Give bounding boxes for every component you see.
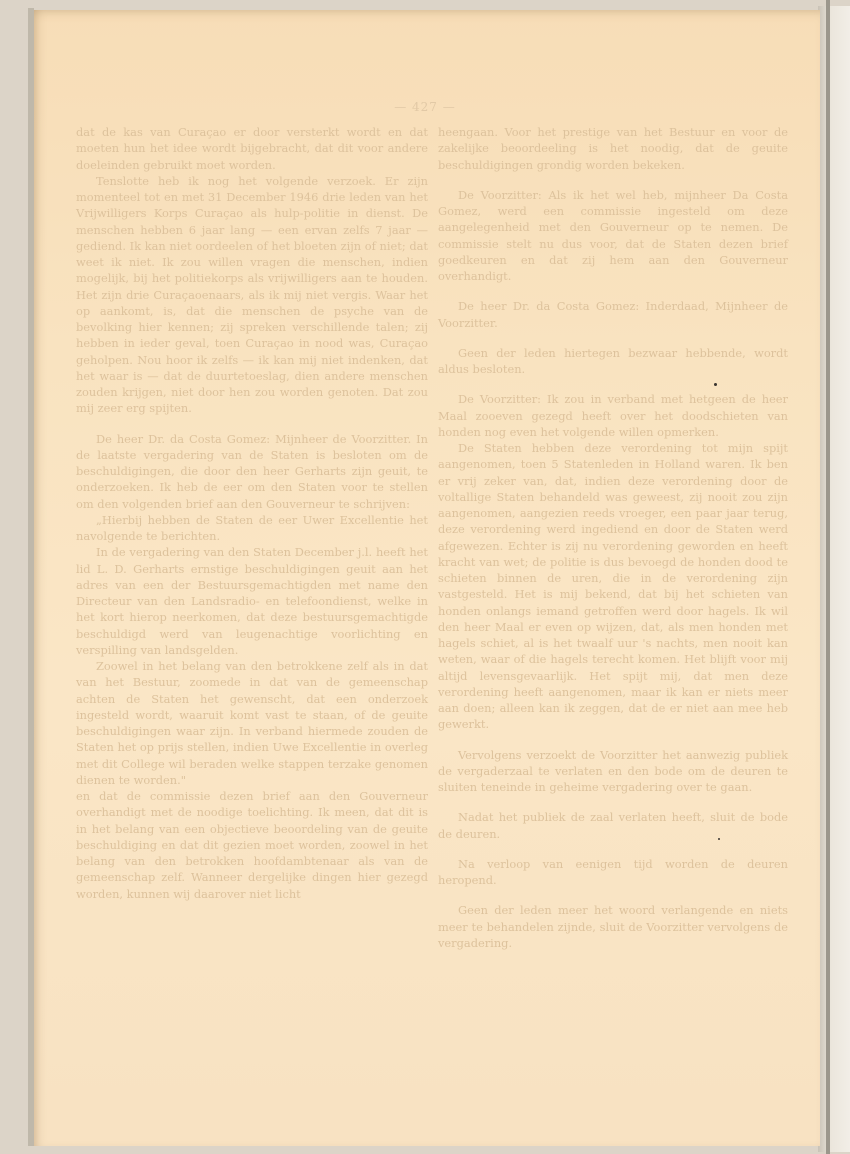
right-column-paragraph: heengaan. Voor het prestige van het Bestuur en voor de zakelijke beoordeeling is het noodig, dat de geuite beschuldigingen grondig worden bekeken. bbox=[438, 125, 788, 172]
back-sheet-edge bbox=[826, 0, 830, 1154]
left-column-paragraph: „Hierbij hebben de Staten de eer Uwer Excellentie het navolgende te berichten. bbox=[76, 512, 428, 543]
left-column-paragraph: In de vergadering van den Staten December j.l. heeft het lid L. D. Gerharts ernstige beschuldigingen geuit aan het adres van een der Bestuursgemachtigden met name den Directeur van den Landsradio- en telefoondienst, welke in het kort hierop neerkomen, dat deze bestuursgemachtigde beschuldigd werd van leugenachtige voorlichting en verspilling van landsgelden. bbox=[76, 545, 428, 657]
page-number: — 427 — bbox=[394, 100, 456, 114]
back-sheet bbox=[818, 6, 850, 1152]
right-column-paragraph: De heer Dr. da Costa Gomez: Inderdaad, Mijnheer de Voorzitter. bbox=[438, 299, 788, 330]
right-column-paragraph: Vervolgens verzoekt de Voorzitter het aanwezig publiek de vergaderzaal te verlaten en den bode om de deuren te sluiten teneinde in geheime vergadering over te gaan. bbox=[438, 747, 788, 794]
right-column-paragraph: De Voorzitter: Ik zou in verband met hetgeen de heer Maal zooeven gezegd heeft over het doodschieten van honden nog even het volgende willen opmerken. bbox=[438, 392, 788, 439]
left-column-paragraph: De heer Dr. da Costa Gomez: Mijnheer de Voorzitter. In de laatste vergadering van de Staten is besloten om de beschuldigingen, die door den heer Gerharts zijn geuit, te onderzoeken. Ik heb de eer om den Staten voor te stellen om den volgenden brief aan den Gouverneur te schrijven: bbox=[76, 431, 428, 511]
right-column bbox=[438, 124, 788, 951]
right-column-paragraph: Nadat het publiek de zaal verlaten heeft, sluit de bode de deuren. bbox=[438, 810, 788, 841]
right-column-paragraph: Na verloop van eenigen tijd worden de deuren heropend. bbox=[438, 856, 788, 887]
left-column-paragraph: dat de kas van Curaçao er door versterkt wordt en dat moeten hun het idee wordt bijgebracht, dat dit voor andere doeleinden gebruikt moet worden. bbox=[76, 125, 428, 172]
left-column-paragraph: en dat de commissie dezen brief aan den Gouverneur overhandigt met de noodige toelichting. Ik meen, dat dit is in het belang van een objectieve beoordeling van de geuite beschuldiging en dat dit gezien moet worden, zoowel in het belang van den betrokken hoofdambtenaar als van de gemeenschap zelf. Wanneer dergelijke dingen hier gezegd worden, kunnen wij daarover niet licht bbox=[76, 789, 428, 901]
right-column-paragraph: De Voorzitter: Als ik het wel heb, mijnheer Da Costa Gomez, werd een commissie ingesteld om deze aangelegenheid met den Gouverneur op te nemen. De commissie stelt nu dus voor, dat de Staten dezen brief goedkeuren en dat zij hem aan den Gouverneur overhandigt. bbox=[438, 187, 788, 283]
left-column-paragraph: Tenslotte heb ik nog het volgende verzoek. Er zijn momenteel tot en met 31 December 1946 drie leden van het Vrijwilligers Korps Curaçao als hulp-politie in dienst. De menschen hebben 6 jaar lang — een ervan zelfs 7 jaar — gediend. Ik kan niet oordeelen of het bloeten zijn of niet; dat weet ik niet. Ik zou willen vragen die menschen, indien mogelijk, bij het politiekorps als vrijwilligers aan te houden. Het zijn drie Curaçaoenaars, als ik mij niet vergis. Waar het op aankomt, is, dat die menschen de psyche van de bevolking hier kennen; zij spreken verschillende talen; zij hebben in ieder geval, toen Curaçao in nood was, Curaçao geholpen. Nou hoor ik zelfs — ik kan mij niet indenken, dat het waar is — dat de duurtetoeslag, dien andere menschen zouden krijgen, niet door hen zou worden genoten. Dat zou mij zeer erg spijten. bbox=[76, 173, 428, 416]
left-column bbox=[76, 124, 428, 902]
left-column-paragraph: Zoowel in het belang van den betrokkene zelf als in dat van het Bestuur, zoomede in dat van de gemeenschap achten de Staten het gewenscht, dat een onderzoek ingesteld wordt, waaruit komt vast te staan, of de geuite beschuldigingen waar zijn. In verband hiermede zouden de Staten het op prijs stellen, indien Uwe Excellentie in overleg met dit College wil beraden welke stappen terzake genomen dienen te worden." bbox=[76, 659, 428, 787]
right-column-paragraph: Geen der leden meer het woord verlangende en niets meer te behandelen zijnde, sluit de Voorzitter vervolgens de vergadering. bbox=[438, 903, 788, 950]
ink-speck bbox=[714, 383, 717, 386]
right-column-paragraph: Geen der leden hiertegen bezwaar hebbende, wordt aldus besloten. bbox=[438, 345, 788, 376]
right-column-paragraph: De Staten hebben deze verordening tot mijn spijt aangenomen, toen 5 Statenleden in Holland waren. Ik ben er vrij zeker van, dat, indien deze verordening door de voltallige Staten behandeld was geweest, zij nooit zou zijn aangenomen, aangezien reeds vroeger, een paar jaar terug, deze verordening werd ingediend en door de Staten werd afgewezen. Echter is zij nu verordening geworden en heeft kracht van wet; de politie is dus bevoegd de honden dood te schieten binnen de uren, die in de verordening zijn vastgesteld. Het is mij bekend, dat bij het schieten van honden onlangs iemand getroffen werd door hagels. Ik wil den heer Maal er even op wijzen, dat, als men honden met hagels schiet, al is het twaalf uur 's nachts, men nooit kan weten, waar of die hagels terecht komen. Het blijft voor mij altijd levensgevaarlijk. Het spijt mij, dat men deze verordening heeft aangenomen, maar ik kan er niets meer aan doen; alleen kan ik zeggen, dat de er niet aan mee heb gewerkt. bbox=[438, 441, 788, 732]
ink-speck bbox=[718, 838, 720, 840]
